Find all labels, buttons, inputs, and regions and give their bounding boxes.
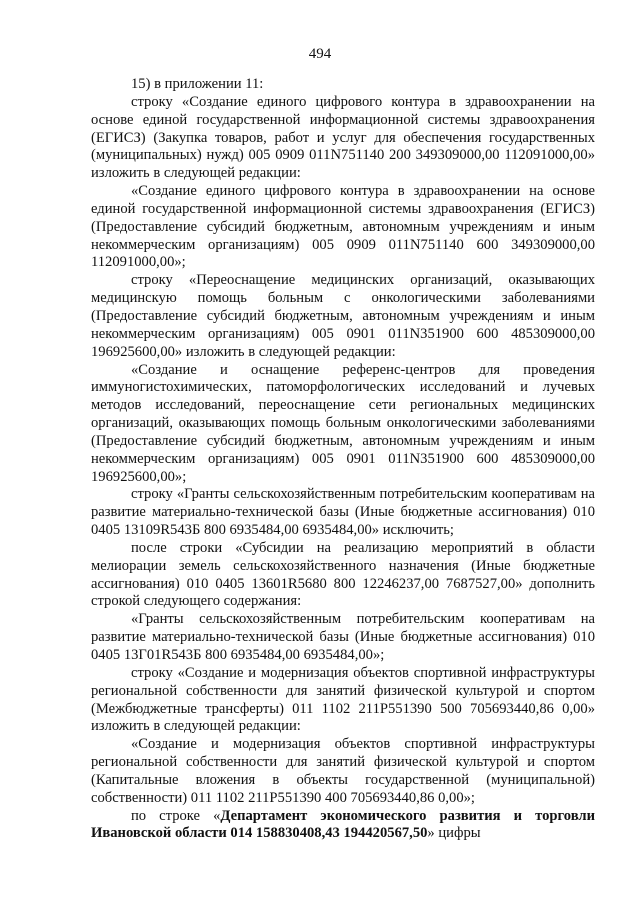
paragraph-sports-new: «Создание и модернизация объектов спортивной инфраструктуры региональной собственности для занятий физической культурой и спортом (Капитальные вложения в объекты государственной (муниципальной) собственности) 011 1102 211P551390 400 705693440,86 0,00»; bbox=[91, 736, 595, 806]
document-body bbox=[91, 76, 595, 843]
paragraph-grants-exclude: строку «Гранты сельскохозяйственным потребительским кооперативам на развитие материально-технической базы (Иные бюджетные ассигнования) 010 0405 13109R543Б 800 6935484,00 6935484,00» исключить; bbox=[91, 486, 595, 539]
paragraph-egisz-old: строку «Создание единого цифрового контура в здравоохранении на основе единой государственной информационной системы здравоохранения (ЕГИСЗ) (Закупка товаров, работ и услуг для обеспечения государственных (муниципальных) нужд) 005 0909 011N751140 200 349309000,00 112091000,00» изложить в следующей редакции: bbox=[91, 93, 595, 182]
paragraph-department-row bbox=[91, 808, 595, 844]
paragraph-egisz-new: «Создание единого цифрового контура в здравоохранении на основе единой государственной информационной системы здравоохранения (ЕГИСЗ) (Предоставление субсидий бюджетным, автономным учреждениям и иным некоммерческим организациям) 005 0909 011N751140 600 349309000,00 112091000,00»; bbox=[91, 183, 595, 271]
page-number: 494 bbox=[308, 46, 332, 62]
paragraph-melioration-add: после строки «Субсидии на реализацию мероприятий в области мелиорации земель сельскохозяйственного назначения (Иные бюджетные ассигнования) 010 0405 13601R5680 800 12246237,00 7687527,00» дополнить строкой следующего содержания: bbox=[91, 539, 595, 610]
paragraph-grants-new: «Гранты сельскохозяйственным потребительским кооперативам на развитие материально-технической базы (Иные бюджетные ассигнования) 010 0405 13Г01R543Б 800 6935484,00 6935484,00»; bbox=[91, 611, 595, 663]
paragraph-oncology-new: «Создание и оснащение референс-центров для проведения иммуногистохимических, патоморфологических исследований и лучевых методов исследований, переоснащение сети региональных медицинских организаций, оказывающих помощь больным онкологическими заболеваниями (Предоставление субсидий бюджетным, автономным учреждениям и иным некоммерческим организациям) 005 0901 011N351900 600 485309000,00 196925600,00»; bbox=[91, 361, 595, 485]
paragraph-oncology-old: строку «Переоснащение медицинских организаций, оказывающих медицинскую помощь больным с онкологическими заболеваниями (Предоставление субсидий бюджетным, автономным учреждениям и иным некоммерческим организациям) 005 0901 011N351900 600 485309000,00 196925600,00» изложить в следующей редакции: bbox=[91, 272, 595, 360]
department-bold-text: Департамент экономического развития и торговли Ивановской области 014 158830408,43 194420567,50 bbox=[91, 807, 595, 842]
department-prefix: по строке « bbox=[131, 807, 221, 824]
paragraph-sports-old: строку «Создание и модернизация объектов спортивной инфраструктуры региональной собственности для занятий физической культурой и спортом (Межбюджетные трансферты) 011 1102 211P551390 500 705693440,86 0,00» изложить в следующей редакции: bbox=[91, 664, 595, 735]
paragraph-appendix-heading: 15) в приложении 11: bbox=[131, 76, 264, 92]
department-suffix: » цифры bbox=[427, 825, 481, 842]
